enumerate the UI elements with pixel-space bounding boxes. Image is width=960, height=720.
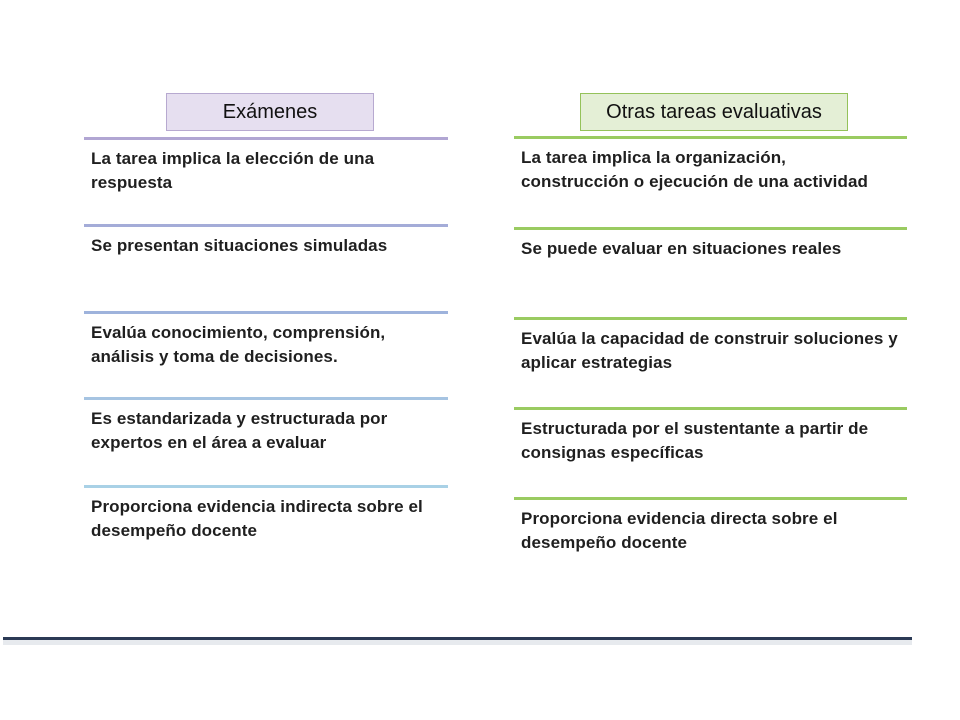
otras-tareas-item — [514, 497, 907, 555]
examenes-item-text: Evalúa conocimiento, comprensión, análisis y toma de decisiones. — [91, 323, 386, 366]
item-divider — [514, 227, 907, 230]
examenes-item-text: Proporciona evidencia indirecta sobre el desempeño docente — [91, 497, 423, 540]
otras-tareas-item-text: Estructurada por el sustentante a partir de consignas específicas — [521, 419, 869, 462]
examenes-item — [84, 224, 448, 258]
item-divider — [84, 397, 448, 400]
otras-tareas-item — [514, 227, 907, 261]
examenes-column — [84, 0, 448, 600]
item-divider — [514, 497, 907, 500]
item-divider — [514, 317, 907, 320]
examenes-item — [84, 137, 448, 195]
otras-tareas-item — [514, 407, 907, 465]
examenes-item — [84, 311, 448, 369]
item-divider — [84, 311, 448, 314]
otras-tareas-item-text: Se puede evaluar en situaciones reales — [521, 239, 842, 258]
examenes-item-text: La tarea implica la elección de una respuesta — [91, 149, 375, 192]
examenes-item — [84, 485, 448, 543]
item-divider — [84, 137, 448, 140]
bottom-divider-shadow — [3, 640, 912, 645]
otras-tareas-item-text: La tarea implica la organización, construcción o ejecución de una actividad — [521, 148, 869, 191]
examenes-item-text: Se presentan situaciones simuladas — [91, 236, 388, 255]
examenes-item-text: Es estandarizada y estructurada por expertos en el área a evaluar — [91, 409, 388, 452]
item-divider — [514, 136, 907, 139]
item-divider — [84, 224, 448, 227]
otras-tareas-header-label: Otras tareas evaluativas — [606, 100, 822, 123]
otras-tareas-item — [514, 317, 907, 375]
otras-tareas-item-text: Proporciona evidencia directa sobre el desempeño docente — [521, 509, 838, 552]
item-divider — [514, 407, 907, 410]
otras-tareas-item — [514, 136, 907, 194]
examenes-item — [84, 397, 448, 455]
otras-tareas-column — [514, 0, 907, 600]
otras-tareas-item-text: Evalúa la capacidad de construir soluciones y aplicar estrategias — [521, 329, 898, 372]
examenes-header-label: Exámenes — [222, 100, 318, 123]
item-divider — [84, 485, 448, 488]
